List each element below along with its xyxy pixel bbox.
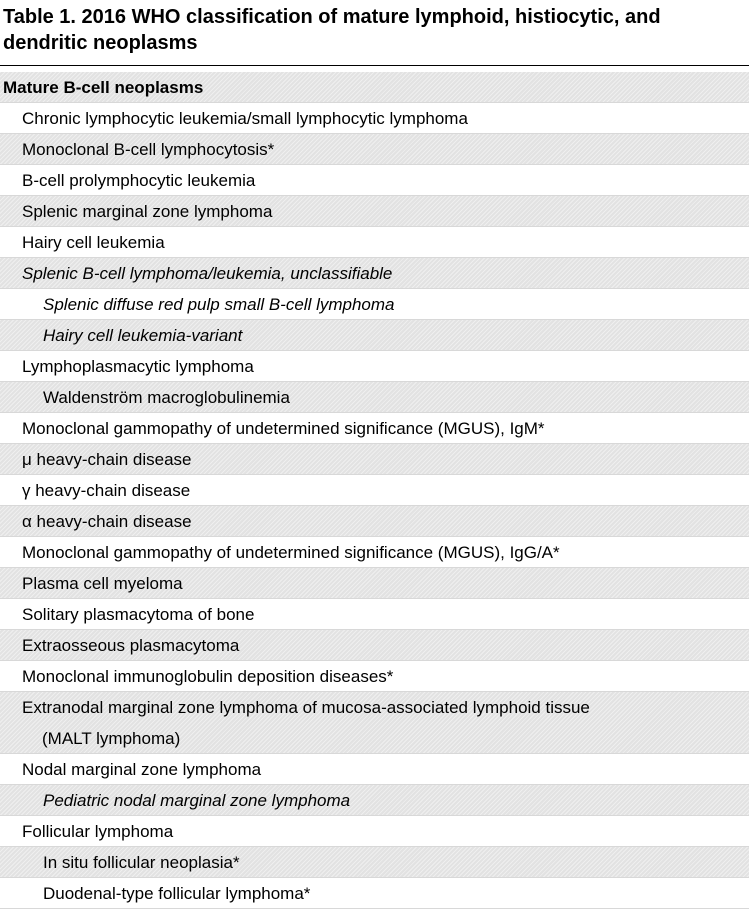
table-row: Monoclonal immunoglobulin deposition diseases* [0,661,749,692]
table-row: Splenic marginal zone lymphoma [0,196,749,227]
table-row: Monoclonal gammopathy of undetermined significance (MGUS), IgM* [0,413,749,444]
table-row: Monoclonal B-cell lymphocytosis* [0,134,749,165]
title-divider [0,65,749,66]
table-row: Pediatric nodal marginal zone lymphoma [0,785,749,816]
table-row: γ heavy-chain disease [0,475,749,506]
table-row: μ heavy-chain disease [0,444,749,475]
table-row: Monoclonal gammopathy of undetermined significance (MGUS), IgG/A* [0,537,749,568]
table-row: Plasma cell myeloma [0,568,749,599]
table-row: Extraosseous plasmacytoma [0,630,749,661]
table-row: α heavy-chain disease [0,506,749,537]
table-row: Nodal marginal zone lymphoma [0,754,749,785]
table-row: Lymphoplasmacytic lymphoma [0,351,749,382]
row-continuation: (MALT lymphoma) [42,729,181,748]
table-row: Hairy cell leukemia [0,227,749,258]
table-row: Extranodal marginal zone lymphoma of mucosa-associated lymphoid tissue (MALT lymphoma) [0,692,749,754]
table-row: Hairy cell leukemia-variant [0,320,749,351]
table-row: Chronic lymphocytic leukemia/small lymphocytic lymphoma [0,103,749,134]
table-row: Splenic B-cell lymphoma/leukemia, unclassifiable [0,258,749,289]
table-row: Waldenström macroglobulinemia [0,382,749,413]
section-header-row [0,72,749,103]
table-row: In situ follicular neoplasia* [0,847,749,878]
section-header: Mature B-cell neoplasms [3,78,204,97]
table-title: Table 1. 2016 WHO classification of mature lymphoid, histiocytic, and dendritic neoplasms [3,6,661,54]
table-row: Follicular lymphoma [0,816,749,847]
table-row: Solitary plasmacytoma of bone [0,599,749,630]
table-row: B-cell prolymphocytic leukemia [0,165,749,196]
table-row: Duodenal-type follicular lymphoma* [0,878,749,909]
classification-table [0,72,749,909]
table-row: Splenic diffuse red pulp small B-cell lymphoma [0,289,749,320]
